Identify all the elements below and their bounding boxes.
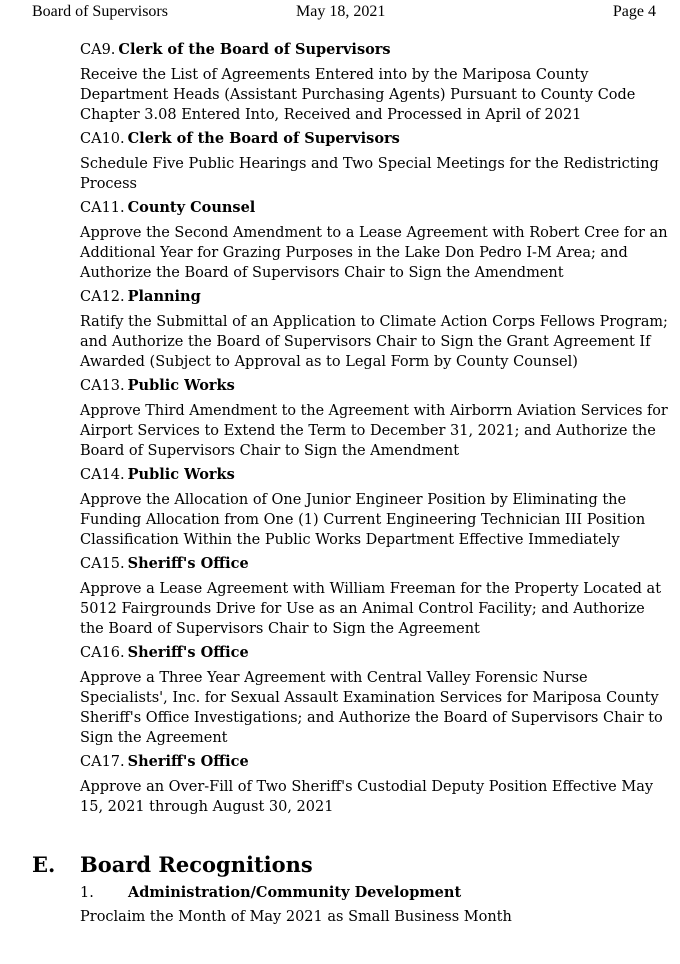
- header-page-number: Page 4: [612, 3, 656, 20]
- recognition-item-number: 1.: [80, 885, 94, 901]
- agenda-item-heading: [80, 198, 660, 217]
- agenda-item-description-line: Chapter 3.08 Entered Into, Received and Processed in April of 2021: [80, 107, 582, 123]
- agenda-item-description-line: 15, 2021 through August 30, 2021: [80, 799, 334, 815]
- recognition-item-heading: [80, 883, 660, 903]
- agenda-item-description-line: Specialists', Inc. for Sexual Assault Examination Services for Mariposa County: [80, 690, 659, 706]
- agenda-item-number: CA10.: [80, 131, 125, 147]
- agenda-item-number: CA13.: [80, 378, 125, 394]
- agenda-item-description: [80, 401, 668, 461]
- agenda-item-description-line: Funding Allocation from One (1) Current Engineering Technician III Position: [80, 512, 646, 528]
- recognition-item-description: Proclaim the Month of May 2021 as Small Business Month: [80, 909, 512, 925]
- agenda-item-description: [80, 668, 663, 748]
- agenda-item: [80, 129, 660, 194]
- agenda-item-description-line: 5012 Fairgrounds Drive for Use as an Animal Control Facility; and Authorize: [80, 601, 645, 617]
- agenda-item: [80, 198, 668, 283]
- agenda-item-description: [80, 490, 660, 550]
- agenda-item-description-line: Awarded (Subject to Approval as to Legal Form by County Counsel): [80, 354, 578, 370]
- section-heading: [32, 851, 672, 879]
- agenda-item-number: CA12.: [80, 289, 125, 305]
- agenda-item-description-line: the Board of Supervisors Chair to Sign the Agreement: [80, 621, 480, 637]
- agenda-item-description-line: and Authorize the Board of Supervisors Chair to Sign the Grant Agreement If: [80, 334, 651, 350]
- agenda-item-department: Planning: [127, 288, 201, 305]
- agenda-item-description-line: Additional Year for Grazing Purposes in the Lake Don Pedro I-M Area; and: [80, 245, 628, 261]
- agenda-item: [80, 643, 663, 748]
- agenda-item-heading: [80, 129, 660, 148]
- agenda-item-number: CA11.: [80, 200, 125, 216]
- agenda-item-description: [80, 777, 660, 817]
- agenda-item-description-line: Schedule Five Public Hearings and Two Special Meetings for the Redistricting: [80, 156, 659, 172]
- agenda-item: [80, 40, 660, 125]
- agenda-item-description: [80, 65, 660, 125]
- agenda-item-department: Sheriff's Office: [127, 555, 249, 572]
- agenda-item-description-line: Classification Within the Public Works Department Effective Immediately: [80, 532, 620, 548]
- agenda-item: [80, 554, 660, 639]
- agenda-item-department: Clerk of the Board of Supervisors: [127, 130, 400, 147]
- agenda-item-number: CA17.: [80, 754, 125, 770]
- agenda-item-heading: [80, 287, 660, 306]
- agenda-item-description-line: Authorize the Board of Supervisors Chair to Sign the Amendment: [80, 265, 564, 281]
- agenda-item-description: [80, 579, 660, 639]
- agenda-item-department: Sheriff's Office: [127, 753, 249, 770]
- section-title: Board Recognitions: [80, 852, 313, 877]
- agenda-item-heading: [80, 40, 660, 59]
- agenda-item-description-line: Approve a Lease Agreement with William Freeman for the Property Located at: [80, 581, 662, 597]
- agenda-item: [80, 465, 660, 550]
- agenda-item-description-line: Board of Supervisors Chair to Sign the Amendment: [80, 443, 460, 459]
- agenda-item-number: CA14.: [80, 467, 125, 483]
- recognition-item: [80, 883, 660, 927]
- agenda-item-number: CA9.: [80, 42, 116, 58]
- agenda-item-description-line: Sheriff's Office Investigations; and Authorize the Board of Supervisors Chair to: [80, 710, 663, 726]
- agenda-item-description-line: Ratify the Submittal of an Application to Climate Action Corps Fellows Program;: [80, 314, 668, 330]
- agenda-item-description-line: Approve a Three Year Agreement with Central Valley Forensic Nurse: [80, 670, 588, 686]
- agenda-item-description: [80, 154, 660, 194]
- section-letter: E.: [32, 852, 56, 877]
- agenda-item-description-line: Approve an Over-Fill of Two Sheriff's Custodial Deputy Position Effective May: [80, 779, 654, 795]
- header-board-name: Board of Supervisors: [32, 3, 168, 20]
- agenda-item-department: Sheriff's Office: [127, 644, 249, 661]
- agenda-item-number: CA16.: [80, 645, 125, 661]
- agenda-item-description-line: Approve Third Amendment to the Agreement with Airborrn Aviation Services for: [80, 403, 668, 419]
- agenda-item-description-line: Process: [80, 176, 138, 192]
- agenda-item-description: [80, 312, 668, 372]
- agenda-item-heading: [80, 752, 660, 771]
- header-meeting-date: May 18, 2021: [296, 3, 386, 20]
- agenda-item-description-line: Department Heads (Assistant Purchasing Agents) Pursuant to County Code: [80, 87, 636, 103]
- agenda-item-description-line: Approve the Second Amendment to a Lease Agreement with Robert Cree for an: [80, 225, 668, 241]
- agenda-item-heading: [80, 554, 660, 573]
- agenda-item-description-line: Sign the Agreement: [80, 730, 228, 746]
- agenda-item-department: County Counsel: [127, 199, 256, 216]
- agenda-item-description-line: Approve the Allocation of One Junior Engineer Position by Eliminating the: [80, 492, 627, 508]
- agenda-item-description: [80, 223, 668, 283]
- agenda-item: [80, 287, 668, 372]
- agenda-item-number: CA15.: [80, 556, 125, 572]
- agenda-item: [80, 752, 660, 817]
- page-header: [0, 3, 680, 25]
- agenda-item-department: Public Works: [127, 377, 235, 394]
- agenda-item-department: Public Works: [127, 466, 235, 483]
- agenda-item-heading: [80, 465, 660, 484]
- agenda-item: [80, 376, 668, 461]
- recognition-item-department: Administration/Community Development: [128, 884, 462, 901]
- section-e-heading-block: [32, 851, 672, 879]
- agenda-item-heading: [80, 376, 660, 395]
- agenda-item-description-line: Receive the List of Agreements Entered into by the Mariposa County: [80, 67, 589, 83]
- consent-agenda-list: [80, 40, 668, 821]
- agenda-item-heading: [80, 643, 660, 662]
- agenda-item-description-line: Airport Services to Extend the Term to December 31, 2021; and Authorize the: [80, 423, 656, 439]
- agenda-item-department: Clerk of the Board of Supervisors: [118, 41, 391, 58]
